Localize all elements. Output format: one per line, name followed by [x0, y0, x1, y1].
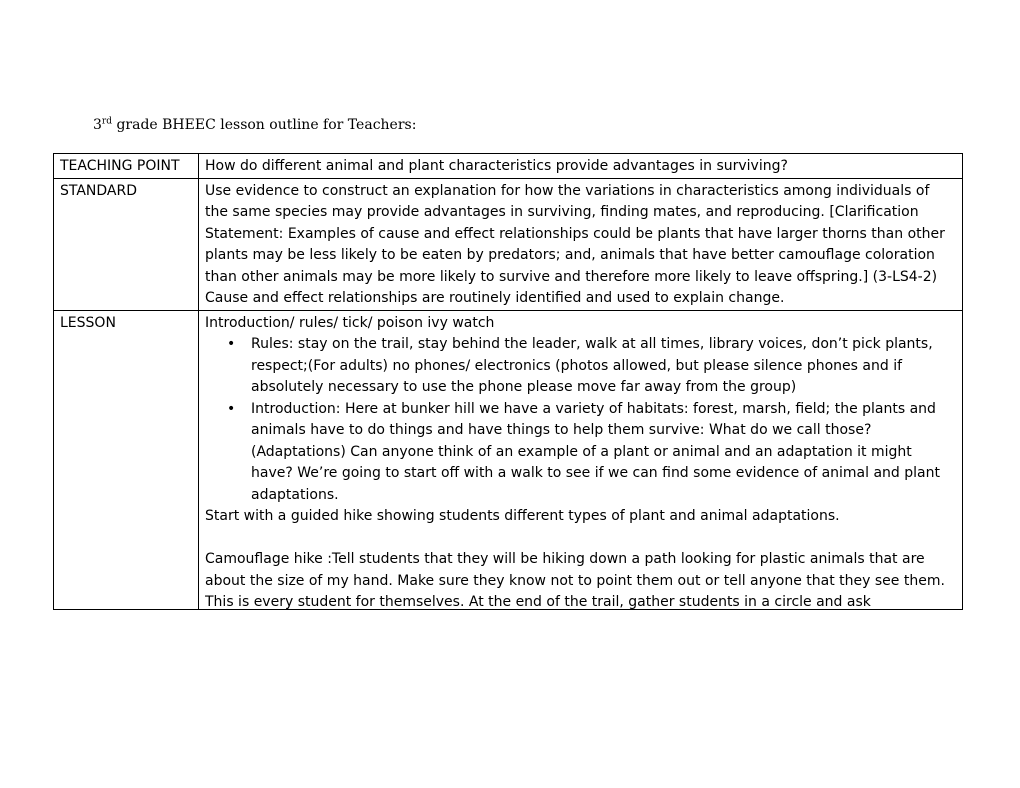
list-item — [227, 399, 956, 507]
teaching-point-content — [199, 154, 963, 179]
page-heading — [93, 117, 416, 133]
heading-text: grade BHEEC lesson outline for Teachers: — [112, 117, 417, 133]
lesson-label: LESSON — [54, 310, 199, 609]
lesson-intro-line: Introduction/ rules/ tick/ poison ivy watch — [205, 314, 495, 331]
lesson-cell-body — [205, 313, 956, 609]
grade-number: 3 — [93, 117, 102, 133]
bullet-icon: • — [227, 400, 236, 417]
bullet-text-rules: Rules: stay on the trail, stay behind the leader, walk at all times, library voices, don’t pick plants, respect;(For adults) no phones/ electronics (photos allowed, but please silence phones and if absolutely necessary to use the phone please move far away from the group) — [251, 336, 933, 395]
table-row-teaching-point — [54, 154, 963, 179]
list-item — [227, 334, 956, 399]
table-row-lesson — [54, 310, 963, 609]
table-row-standard — [54, 178, 963, 310]
lesson-content — [199, 310, 963, 609]
standard-content — [199, 178, 963, 310]
bullet-text-introduction: Introduction: Here at bunker hill we have a variety of habitats: forest, marsh, field; the plants and animals have to do things and have things to help them survive: What do we call those? (Adaptations) Can anyone think of an example of a plant or animal and an adaptation it might have? We’re going to start off with a walk to see if we can find some evidence of animal and plant adaptations. — [251, 400, 940, 503]
lesson-bullet-list — [205, 334, 956, 506]
paragraph-spacer — [205, 528, 956, 550]
guided-hike-text: Start with a guided hike showing students different types of plant and animal adaptations. — [205, 508, 840, 524]
lesson-outline-table — [53, 153, 963, 610]
teaching-point-label: TEACHING POINT — [54, 154, 199, 179]
standard-label: STANDARD — [54, 178, 199, 310]
standard-text: Use evidence to construct an explanation for how the variations in characteristics among individuals of the same species may provide advantages in surviving, finding mates, and reproducing. [Clarification Statement: Examples of cause and effect relationships could be plants that have larger thorns than other plants may be less likely to be eaten by predators; and, animals that have better camouflage coloration than other animals may be more likely to survive and therefore more likely to leave offspring.] (3-LS4-2) Cause and effect relationships are routinely identified and used to explain change. — [205, 182, 945, 306]
teaching-point-text: How do different animal and plant characteristics provide advantages in surviving? — [205, 158, 788, 174]
grade-suffix: rd — [101, 116, 112, 127]
bullet-icon: • — [227, 336, 236, 352]
camouflage-hike-text: Camouflage hike :Tell students that they will be hiking down a path looking for plastic animals that are about the size of my hand. Make sure they know not to point them out or tell anyone that they see them. This is every student for themselves. At the end of the trail, gather students in a circle and ask — [205, 551, 945, 609]
